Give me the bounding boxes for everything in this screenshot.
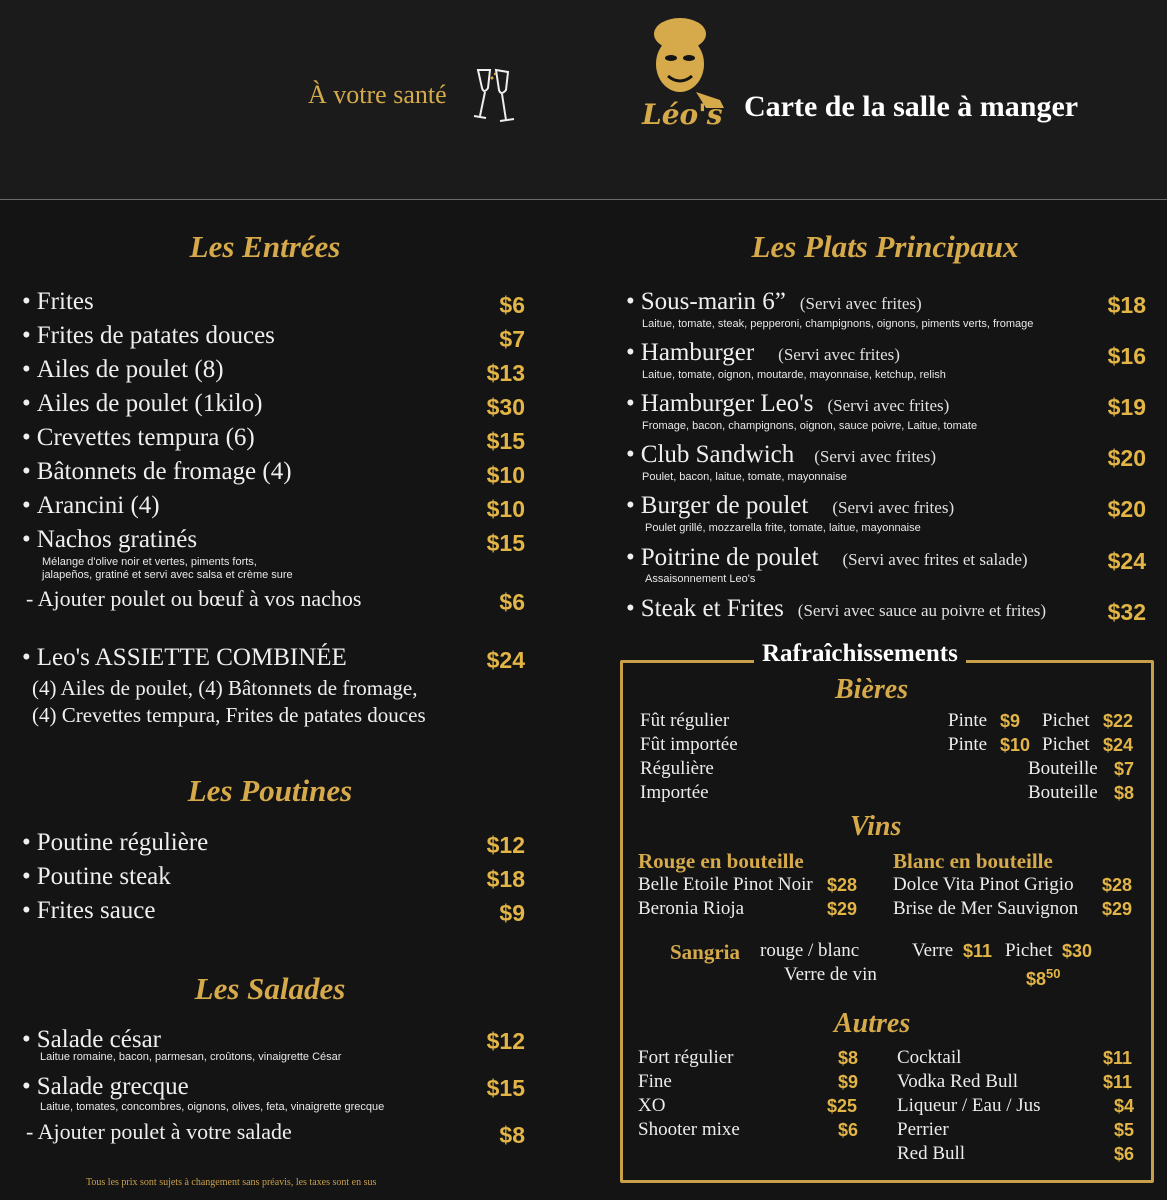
nachos-addon: - Ajouter poulet ou bœuf à vos nachos bbox=[26, 586, 362, 611]
biere-price: $10 bbox=[1000, 735, 1031, 755]
plat-price: $18 bbox=[1107, 292, 1146, 318]
vin-price: $29 bbox=[827, 899, 858, 919]
biere-label: Pichet bbox=[1042, 734, 1090, 755]
sangria-heading: Sangria bbox=[670, 940, 741, 964]
footer-note: Tous les prix sont sujets à changement sans préavis, les taxes sont en sus bbox=[86, 1177, 377, 1188]
plat-item: • Hamburger Leo's (Servi avec frites) bbox=[626, 390, 950, 417]
sangria-kind: rouge / blanc bbox=[760, 940, 860, 961]
biere-name: Fût importée bbox=[640, 734, 738, 755]
sangria-label: Pichet bbox=[1005, 940, 1053, 961]
autre-name: Vodka Red Bull bbox=[897, 1071, 1019, 1092]
autre-name: Fine bbox=[638, 1071, 672, 1092]
plat-note: Laitue, tomate, steak, pepperoni, champignons, oignons, piments verts, fromage bbox=[642, 318, 1034, 330]
biere-name: Importée bbox=[640, 782, 709, 803]
plat-price: $16 bbox=[1107, 343, 1146, 369]
vin-price: $28 bbox=[1102, 875, 1133, 895]
autre-price: $5 bbox=[1114, 1120, 1135, 1140]
plat-item: • Sous-marin 6” (Servi avec frites) bbox=[626, 288, 922, 315]
verre-vin-label: Verre de vin bbox=[784, 964, 877, 985]
entree-item: • Bâtonnets de fromage (4) bbox=[22, 458, 292, 485]
biere-price: $9 bbox=[1000, 711, 1021, 731]
autres-title: Autres bbox=[834, 1008, 911, 1039]
poutines-title: Les Poutines bbox=[187, 773, 353, 808]
salade-addon: - Ajouter poulet à votre salade bbox=[26, 1119, 292, 1144]
autre-price: $6 bbox=[838, 1120, 859, 1140]
plat-note: Laitue, tomate, oignon, moutarde, mayonnaise, ketchup, relish bbox=[642, 369, 946, 381]
autre-price: $9 bbox=[838, 1072, 859, 1092]
svg-text:Léo's: Léo's bbox=[642, 98, 723, 130]
biere-price: $22 bbox=[1103, 711, 1134, 731]
plat-price: $32 bbox=[1107, 599, 1146, 625]
autre-name: Fort régulier bbox=[638, 1047, 734, 1068]
plat-item: • Poitrine de poulet (Servi avec frites et salade) bbox=[626, 544, 1028, 571]
plat-price: $20 bbox=[1107, 445, 1146, 471]
entree-item: • Frites bbox=[22, 288, 94, 315]
vin-name: Belle Etoile Pinot Noir bbox=[638, 874, 813, 895]
combo-price: $24 bbox=[486, 647, 525, 673]
header-divider bbox=[0, 199, 1167, 200]
plat-price: $24 bbox=[1107, 548, 1146, 574]
bieres-title: Bières bbox=[835, 674, 909, 705]
entree-item: • Crevettes tempura (6) bbox=[22, 424, 255, 451]
entree-item: • Ailes de poulet (1kilo) bbox=[22, 390, 263, 417]
sangria-price: $30 bbox=[1062, 941, 1093, 961]
poutine-price: $12 bbox=[486, 832, 525, 858]
combo-desc: (4) Crevettes tempura, Frites de patates douces bbox=[32, 703, 426, 727]
autre-name: Shooter mixe bbox=[638, 1119, 740, 1140]
nachos-note: jalapeños, gratiné et servi avec salsa et crème sure bbox=[42, 569, 293, 581]
autre-name: Perrier bbox=[897, 1119, 949, 1140]
autre-name: Cocktail bbox=[897, 1047, 962, 1068]
poutine-item: • Poutine régulière bbox=[22, 829, 209, 856]
vin-name: Dolce Vita Pinot Grigio bbox=[893, 874, 1074, 895]
entree-price: $15 bbox=[486, 530, 525, 556]
nachos-addon-price: $6 bbox=[499, 589, 525, 615]
plats-title: Les Plats Principaux bbox=[751, 229, 1019, 264]
vin-price: $28 bbox=[827, 875, 858, 895]
entree-item: • Arancini (4) bbox=[22, 492, 160, 519]
entree-item: • Ailes de poulet (8) bbox=[22, 356, 224, 383]
autre-price: $25 bbox=[827, 1096, 858, 1116]
plat-note: Assaisonnement Leo's bbox=[645, 573, 756, 585]
page-title: Carte de la salle à manger bbox=[744, 90, 1079, 123]
autre-price: $8 bbox=[838, 1048, 859, 1068]
entree-price: $15 bbox=[486, 428, 525, 454]
poutine-item: • Poutine steak bbox=[22, 863, 171, 890]
entree-price: $13 bbox=[486, 360, 525, 386]
salade-note: Laitue romaine, bacon, parmesan, croûtons, vinaigrette César bbox=[40, 1051, 342, 1063]
biere-label: Pinte bbox=[948, 710, 988, 731]
sangria-label: Verre bbox=[912, 940, 954, 961]
sante-text: À votre santé bbox=[308, 80, 447, 109]
vins-title: Vins bbox=[850, 811, 902, 842]
plat-item: • Club Sandwich (Servi avec frites) bbox=[626, 441, 937, 468]
entree-price: $7 bbox=[499, 326, 525, 352]
leos-logo bbox=[636, 12, 736, 130]
plat-note: Poulet, bacon, laitue, tomate, mayonnaise bbox=[642, 471, 847, 483]
biere-price: $8 bbox=[1114, 783, 1135, 803]
plat-note: Fromage, bacon, champignons, oignon, sauce poivre, Laitue, tomate bbox=[642, 420, 978, 432]
entree-price: $10 bbox=[486, 462, 525, 488]
biere-name: Régulière bbox=[640, 758, 714, 779]
entree-item: • Nachos gratinés bbox=[22, 526, 198, 553]
biere-label: Bouteille bbox=[1028, 758, 1098, 779]
plat-item: • Hamburger (Servi avec frites) bbox=[626, 339, 900, 366]
poutine-price: $9 bbox=[499, 900, 525, 926]
biere-price: $7 bbox=[1114, 759, 1135, 779]
champagne-glasses-icon bbox=[470, 66, 520, 126]
poutine-price: $18 bbox=[486, 866, 525, 892]
salade-item: • Salade grecque bbox=[22, 1073, 189, 1100]
salade-price: $15 bbox=[486, 1075, 525, 1101]
biere-label: Pichet bbox=[1042, 710, 1090, 731]
salade-note: Laitue, tomates, concombres, oignons, olives, feta, vinaigrette grecque bbox=[40, 1101, 385, 1113]
autre-price: $11 bbox=[1103, 1048, 1133, 1068]
autre-name: Red Bull bbox=[897, 1143, 966, 1164]
entree-price: $30 bbox=[486, 394, 525, 420]
poutine-item: • Frites sauce bbox=[22, 897, 156, 924]
autre-name: Liqueur / Eau / Jus bbox=[897, 1095, 1041, 1116]
vin-name: Beronia Rioja bbox=[638, 898, 745, 919]
rouge-heading: Rouge en bouteille bbox=[638, 849, 804, 873]
entree-price: $10 bbox=[486, 496, 525, 522]
salade-item: • Salade césar bbox=[22, 1026, 161, 1053]
autre-price: $4 bbox=[1114, 1096, 1135, 1116]
biere-label: Bouteille bbox=[1028, 782, 1098, 803]
plat-item: • Burger de poulet (Servi avec frites) bbox=[626, 492, 955, 519]
verre-vin-price: $\$8^{50}$ bbox=[1026, 966, 1061, 989]
nachos-note: Mélange d'olive noir et vertes, piments forts, bbox=[42, 556, 257, 568]
biere-name: Fût régulier bbox=[640, 710, 730, 731]
entree-item: • Frites de patates douces bbox=[22, 322, 275, 349]
entree-price: $6 bbox=[499, 292, 525, 318]
salades-title: Les Salades bbox=[194, 971, 346, 1006]
entrees-title: Les Entrées bbox=[189, 229, 341, 264]
autre-price: $11 bbox=[1103, 1072, 1133, 1092]
plat-item: • Steak et Frites (Servi avec sauce au poivre et frites) bbox=[626, 595, 1047, 622]
vin-price: $29 bbox=[1102, 899, 1133, 919]
sangria-price: $11 bbox=[963, 941, 993, 961]
biere-label: Pinte bbox=[948, 734, 988, 755]
autre-name: XO bbox=[638, 1095, 666, 1116]
autre-price: $6 bbox=[1114, 1144, 1135, 1164]
plat-note: Poulet grillé, mozzarella frite, tomate, laitue, mayonnaise bbox=[645, 522, 921, 534]
combo-item: • Leo's ASSIETTE COMBINÉE bbox=[22, 644, 347, 671]
plat-price: $20 bbox=[1107, 496, 1146, 522]
refreshments-title: Rafraîchissements bbox=[754, 640, 966, 668]
biere-price: $24 bbox=[1103, 735, 1134, 755]
vin-name: Brise de Mer Sauvignon bbox=[893, 898, 1079, 919]
plat-price: $19 bbox=[1107, 394, 1146, 420]
salade-addon-price: $8 bbox=[499, 1122, 525, 1148]
blanc-heading: Blanc en bouteille bbox=[893, 849, 1053, 873]
combo-desc: (4) Ailes de poulet, (4) Bâtonnets de fromage, bbox=[32, 676, 418, 700]
salade-price: $12 bbox=[486, 1028, 525, 1054]
